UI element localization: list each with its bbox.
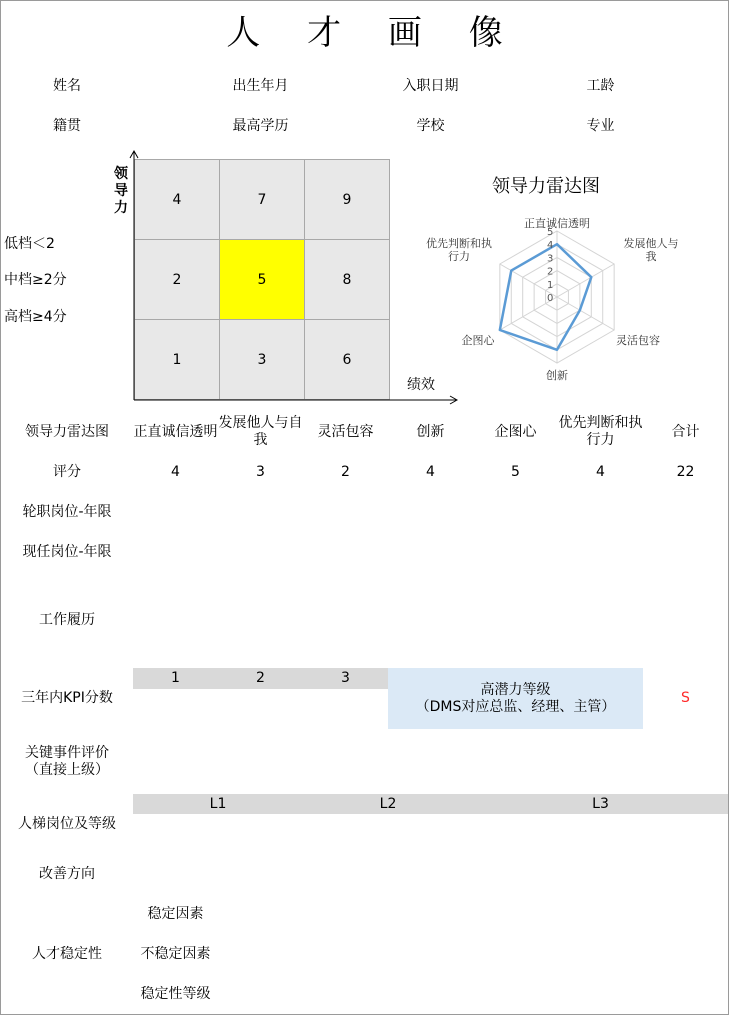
radar-table-header-ambition: 企图心 [473, 412, 559, 453]
score-total: 22 [643, 452, 729, 493]
score-label: 评分 [0, 452, 134, 493]
radar-spoke [557, 297, 614, 330]
stability-factor-value[interactable] [218, 894, 729, 935]
label-kpi: 三年内KPI分数 [0, 668, 134, 730]
label-rotation: 轮职岗位-年限 [0, 492, 134, 533]
page-title: 人 才 画 像 [0, 0, 729, 67]
radar-table-header-innovation: 创新 [388, 412, 474, 453]
radar-table-header-integrity: 正直诚信透明 [133, 412, 219, 453]
label-join-date: 入职日期 [388, 66, 474, 107]
nine-box-cell: 9 [304, 159, 390, 240]
instability-factor-label: 不稳定因素 [133, 934, 219, 975]
radar-table-header-execution: 优先判断和执行力 [558, 412, 644, 453]
radar-axis-label: 企图心 [461, 334, 495, 347]
score-inclusive[interactable]: 2 [303, 452, 389, 493]
stability-level-value[interactable] [218, 974, 729, 1015]
kpi-year-2: 2 [218, 668, 304, 690]
radar-axis-label: 灵活包容 [616, 334, 660, 347]
radar-scale-tick: 5 [547, 227, 554, 238]
instability-factor-value[interactable] [218, 934, 729, 975]
stability-level-label: 稳定性等级 [133, 974, 219, 1015]
potential-level-value[interactable]: S [643, 668, 729, 730]
level-low: 低档＜2 [4, 236, 55, 252]
value-improve[interactable] [133, 854, 729, 895]
radar-table-header-develop: 发展他人与自我 [218, 412, 304, 453]
level-high: 高档≥4分 [4, 309, 67, 325]
potential-level-label [388, 668, 644, 730]
level-mid: 中档≥2分 [4, 272, 67, 288]
nine-box-cell: 5 [219, 239, 305, 320]
x-axis-label: 绩效 [407, 377, 435, 393]
value-key-event[interactable] [133, 729, 729, 795]
kpi-year-1: 1 [133, 668, 219, 690]
radar-axis-label: 优先判断和执 行力 [426, 237, 492, 263]
value-rotation-2[interactable] [303, 492, 474, 533]
label-ladder: 人梯岗位及等级 [0, 794, 134, 855]
kpi-score-1[interactable] [133, 689, 219, 730]
nine-box-cell: 3 [219, 319, 305, 400]
ladder-l3: L3 [473, 794, 729, 815]
value-rotation-1[interactable] [133, 492, 304, 533]
label-stability: 人才稳定性 [0, 894, 134, 1015]
score-ambition[interactable]: 5 [473, 452, 559, 493]
score-integrity[interactable]: 4 [133, 452, 219, 493]
score-develop[interactable]: 3 [218, 452, 304, 493]
ladder-value-l1[interactable] [133, 814, 304, 855]
label-improve: 改善方向 [0, 854, 134, 895]
nine-box-cell: 6 [304, 319, 390, 400]
y-axis-label: 领 导 力 [114, 166, 128, 216]
label-name: 姓名 [0, 66, 134, 107]
ladder-value-l2[interactable] [303, 814, 474, 855]
radar-axis-label: 创新 [546, 369, 568, 382]
radar-table-header-total: 合计 [643, 412, 729, 453]
label-seniority: 工龄 [558, 66, 644, 107]
radar-scale-tick: 2 [547, 266, 554, 278]
radar-scale-tick: 3 [547, 253, 554, 265]
radar-table-header-label: 领导力雷达图 [0, 412, 134, 453]
score-execution[interactable]: 4 [558, 452, 644, 493]
key-event-title: 关键事件评价 [25, 744, 109, 761]
label-key-event [0, 729, 134, 795]
potential-level-note: （DMS对应总监、经理、主管） [415, 698, 616, 715]
value-work-history[interactable] [133, 572, 729, 669]
value-current-position[interactable] [133, 532, 729, 573]
radar-axis-label: 正直诚信透明 [524, 217, 590, 230]
score-innovation[interactable]: 4 [388, 452, 474, 493]
nine-box-cell: 7 [219, 159, 305, 240]
key-event-note: （直接上级） [25, 761, 109, 778]
label-work-history: 工作履历 [0, 572, 134, 669]
nine-box-cell: 4 [134, 159, 220, 240]
kpi-score-2[interactable] [218, 689, 304, 730]
ladder-l2: L2 [303, 794, 474, 815]
radar-scale-tick: 4 [547, 240, 554, 252]
label-school: 学校 [388, 106, 474, 147]
radar-scale-tick: 1 [547, 279, 554, 291]
value-rotation-3[interactable] [473, 492, 729, 533]
kpi-score-3[interactable] [303, 689, 389, 730]
ladder-value-l3[interactable] [473, 814, 729, 855]
label-major: 专业 [558, 106, 644, 147]
label-hometown: 籍贯 [0, 106, 134, 147]
radar-table-header-inclusive: 灵活包容 [303, 412, 389, 453]
nine-box-cell: 1 [134, 319, 220, 400]
nine-box-cell: 8 [304, 239, 390, 320]
radar-axis-label: 发展他人与 我 [623, 237, 679, 263]
label-education: 最高学历 [218, 106, 304, 147]
kpi-year-3: 3 [303, 668, 389, 690]
radar-scale-tick: 0 [547, 293, 554, 304]
radar-chart-title: 领导力雷达图 [492, 176, 600, 197]
nine-box-cell: 2 [134, 239, 220, 320]
ladder-l1: L1 [133, 794, 304, 815]
label-birth: 出生年月 [218, 66, 304, 107]
label-current-position: 现任岗位-年限 [0, 532, 134, 573]
potential-level-title: 高潜力等级 [480, 681, 551, 698]
stability-factor-label: 稳定因素 [133, 894, 219, 935]
